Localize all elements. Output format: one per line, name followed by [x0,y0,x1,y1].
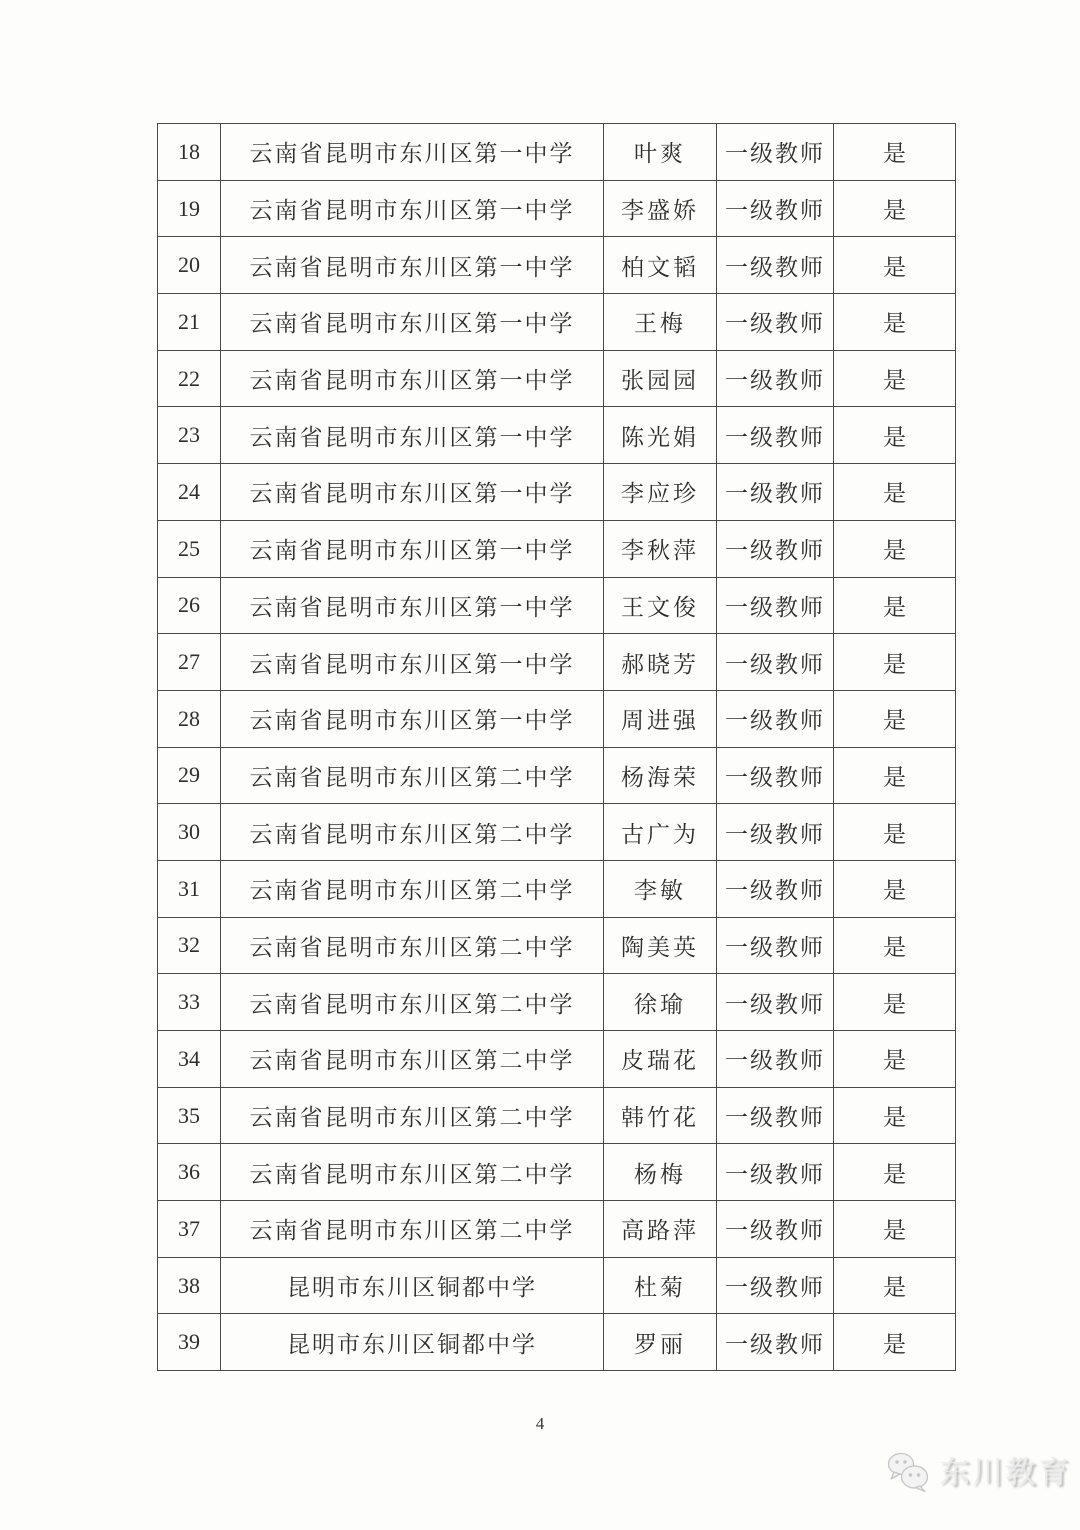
roster-row [158,237,956,294]
confirm-cell: 是 [834,520,956,577]
row-number-cell: 36 [158,1144,221,1201]
school-name-cell: 云南省昆明市东川区第二中学 [221,1201,604,1258]
teacher-name-cell: 杨海荣 [604,747,717,804]
confirm-cell: 是 [834,1201,956,1258]
school-name-cell: 昆明市东川区铜都中学 [221,1257,604,1314]
job-title-cell: 一级教师 [717,350,834,407]
watermark [886,1452,1071,1492]
teacher-roster-table [157,123,956,1371]
roster-row [158,1031,956,1088]
page-number: 4 [535,1414,545,1433]
job-title-cell: 一级教师 [717,1144,834,1201]
teacher-name-cell: 郝晓芳 [604,634,717,691]
confirm-cell: 是 [834,860,956,917]
teacher-name-cell: 柏文韬 [604,237,717,294]
row-number-cell: 25 [158,520,221,577]
confirm-cell: 是 [834,464,956,521]
job-title-cell: 一级教师 [717,747,834,804]
confirm-cell: 是 [834,1087,956,1144]
teacher-name-cell: 古广为 [604,804,717,861]
school-name-cell: 云南省昆明市东川区第二中学 [221,917,604,974]
confirm-cell: 是 [834,124,956,181]
roster-row [158,1257,956,1314]
school-name-cell: 昆明市东川区铜都中学 [221,1314,604,1371]
roster-row [158,1201,956,1258]
row-number-cell: 27 [158,634,221,691]
school-name-cell: 云南省昆明市东川区第二中学 [221,1087,604,1144]
row-number-cell: 38 [158,1257,221,1314]
roster-row [158,917,956,974]
row-number-cell: 37 [158,1201,221,1258]
roster-row [158,634,956,691]
row-number-cell: 19 [158,180,221,237]
job-title-cell: 一级教师 [717,520,834,577]
job-title-cell: 一级教师 [717,974,834,1031]
roster-row [158,577,956,634]
school-name-cell: 云南省昆明市东川区第一中学 [221,577,604,634]
job-title-cell: 一级教师 [717,1031,834,1088]
job-title-cell: 一级教师 [717,407,834,464]
row-number-cell: 30 [158,804,221,861]
teacher-name-cell: 李盛娇 [604,180,717,237]
roster-row [158,860,956,917]
row-number-cell: 28 [158,690,221,747]
confirm-cell: 是 [834,1314,956,1371]
job-title-cell: 一级教师 [717,1314,834,1371]
roster-row [158,974,956,1031]
job-title-cell: 一级教师 [717,804,834,861]
row-number-cell: 35 [158,1087,221,1144]
confirm-cell: 是 [834,237,956,294]
school-name-cell: 云南省昆明市东川区第一中学 [221,464,604,521]
teacher-name-cell: 陶美英 [604,917,717,974]
teacher-name-cell: 徐瑜 [604,974,717,1031]
job-title-cell: 一级教师 [717,690,834,747]
job-title-cell: 一级教师 [717,917,834,974]
row-number-cell: 23 [158,407,221,464]
teacher-name-cell: 高路萍 [604,1201,717,1258]
teacher-name-cell: 罗丽 [604,1314,717,1371]
roster-row [158,1144,956,1201]
roster-row [158,180,956,237]
roster-row [158,1087,956,1144]
row-number-cell: 26 [158,577,221,634]
school-name-cell: 云南省昆明市东川区第一中学 [221,634,604,691]
confirm-cell: 是 [834,974,956,1031]
teacher-name-cell: 杨梅 [604,1144,717,1201]
confirm-cell: 是 [834,917,956,974]
school-name-cell: 云南省昆明市东川区第一中学 [221,237,604,294]
watermark-label: 东川教育 [939,1454,1071,1490]
confirm-cell: 是 [834,634,956,691]
row-number-cell: 32 [158,917,221,974]
roster-row [158,804,956,861]
job-title-cell: 一级教师 [717,237,834,294]
teacher-name-cell: 叶爽 [604,124,717,181]
confirm-cell: 是 [834,407,956,464]
teacher-name-cell: 陈光娟 [604,407,717,464]
job-title-cell: 一级教师 [717,634,834,691]
school-name-cell: 云南省昆明市东川区第二中学 [221,747,604,804]
roster-row [158,350,956,407]
job-title-cell: 一级教师 [717,124,834,181]
confirm-cell: 是 [834,1144,956,1201]
row-number-cell: 39 [158,1314,221,1371]
roster-row [158,407,956,464]
row-number-cell: 18 [158,124,221,181]
confirm-cell: 是 [834,690,956,747]
row-number-cell: 22 [158,350,221,407]
roster-row [158,690,956,747]
school-name-cell: 云南省昆明市东川区第二中学 [221,974,604,1031]
row-number-cell: 29 [158,747,221,804]
teacher-name-cell: 杜菊 [604,1257,717,1314]
confirm-cell: 是 [834,294,956,351]
confirm-cell: 是 [834,1257,956,1314]
row-number-cell: 24 [158,464,221,521]
school-name-cell: 云南省昆明市东川区第一中学 [221,294,604,351]
teacher-name-cell: 李敏 [604,860,717,917]
confirm-cell: 是 [834,1031,956,1088]
row-number-cell: 31 [158,860,221,917]
roster-row [158,1314,956,1371]
teacher-name-cell: 王文俊 [604,577,717,634]
job-title-cell: 一级教师 [717,860,834,917]
row-number-cell: 21 [158,294,221,351]
roster-row [158,464,956,521]
school-name-cell: 云南省昆明市东川区第二中学 [221,1031,604,1088]
school-name-cell: 云南省昆明市东川区第二中学 [221,1144,604,1201]
teacher-roster-body [158,124,956,1371]
confirm-cell: 是 [834,747,956,804]
job-title-cell: 一级教师 [717,180,834,237]
school-name-cell: 云南省昆明市东川区第一中学 [221,350,604,407]
teacher-name-cell: 韩竹花 [604,1087,717,1144]
teacher-name-cell: 皮瑞花 [604,1031,717,1088]
confirm-cell: 是 [834,180,956,237]
job-title-cell: 一级教师 [717,1087,834,1144]
teacher-name-cell: 张园园 [604,350,717,407]
school-name-cell: 云南省昆明市东川区第二中学 [221,804,604,861]
job-title-cell: 一级教师 [717,577,834,634]
school-name-cell: 云南省昆明市东川区第一中学 [221,407,604,464]
confirm-cell: 是 [834,350,956,407]
teacher-name-cell: 周进强 [604,690,717,747]
confirm-cell: 是 [834,577,956,634]
school-name-cell: 云南省昆明市东川区第二中学 [221,860,604,917]
roster-row [158,520,956,577]
confirm-cell: 是 [834,804,956,861]
school-name-cell: 云南省昆明市东川区第一中学 [221,520,604,577]
wechat-icon [886,1452,930,1492]
school-name-cell: 云南省昆明市东川区第一中学 [221,180,604,237]
job-title-cell: 一级教师 [717,464,834,521]
row-number-cell: 34 [158,1031,221,1088]
job-title-cell: 一级教师 [717,1201,834,1258]
school-name-cell: 云南省昆明市东川区第一中学 [221,690,604,747]
row-number-cell: 20 [158,237,221,294]
teacher-name-cell: 李秋萍 [604,520,717,577]
teacher-name-cell: 王梅 [604,294,717,351]
school-name-cell: 云南省昆明市东川区第一中学 [221,124,604,181]
job-title-cell: 一级教师 [717,294,834,351]
roster-row [158,747,956,804]
job-title-cell: 一级教师 [717,1257,834,1314]
roster-row [158,124,956,181]
roster-row [158,294,956,351]
teacher-name-cell: 李应珍 [604,464,717,521]
row-number-cell: 33 [158,974,221,1031]
